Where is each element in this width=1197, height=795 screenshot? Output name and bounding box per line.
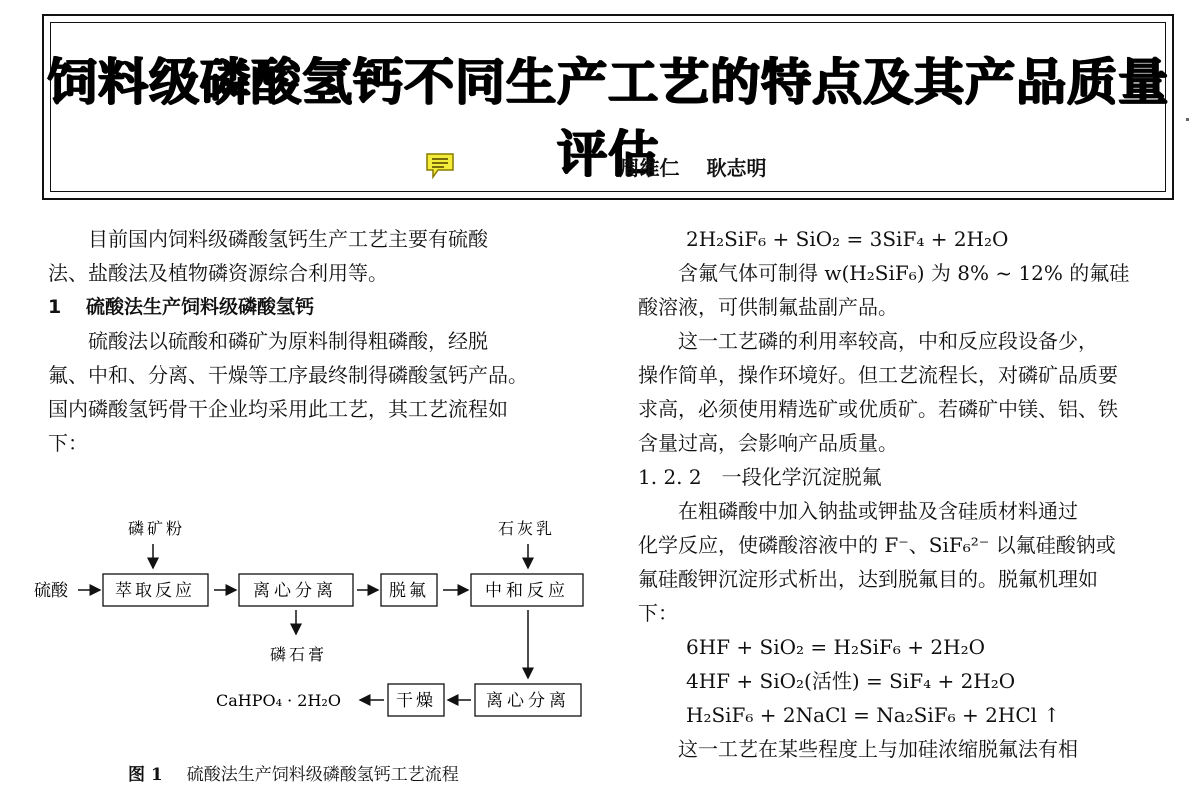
p3-line-3: 氟硅酸钾沉淀形式析出，达到脱氟目的。脱氟机理如 xyxy=(638,567,1098,591)
box-drying-label: 干燥 xyxy=(396,691,436,711)
p1-line-2: 酸溶液，可供制氟盐副产品。 xyxy=(638,295,898,319)
equation-1: 6HF + SiO₂ = H₂SiF₆ + 2H₂O xyxy=(686,635,986,659)
box-centrifuge-1-label: 离心分离 xyxy=(253,581,337,601)
left-column xyxy=(48,222,604,460)
p2-line-3: 求高，必须使用精选矿或优质矿。若磷矿中镁、铝、铁 xyxy=(638,397,1118,421)
para1-line-1: 硫酸法以硫酸和磷矿为原料制得粗磷酸，经脱 xyxy=(88,329,488,353)
p4-line-1: 这一工艺在某些程度上与加硅浓缩脱氟法有相 xyxy=(678,737,1078,761)
scan-dot xyxy=(1186,118,1189,121)
p1-line-1: 含氟气体可制得 w(H₂SiF₆) 为 8% ~ 12% 的氟硅 xyxy=(678,261,1130,285)
right-column xyxy=(638,222,1190,766)
article-title: 饲料级磷酸氢钙不同生产工艺的特点及其产品质量评估 xyxy=(47,53,1169,183)
process-flow-diagram xyxy=(20,510,620,740)
para1-line-3: 国内磷酸氢钙骨干企业均采用此工艺，其工艺流程如 xyxy=(48,397,508,421)
title-frame xyxy=(42,14,1174,200)
intro-line-2: 法、盐酸法及植物磷资源综合利用等。 xyxy=(48,261,388,285)
intro-line-1: 目前国内饲料级磷酸氢钙生产工艺主要有硫酸 xyxy=(88,227,488,251)
byproduct-gypsum: 磷石膏 xyxy=(270,645,328,664)
figure-caption-text: 硫酸法生产饲料级磷酸氢钙工艺流程 xyxy=(186,765,459,785)
final-product: CaHPO₄ · 2H₂O xyxy=(216,691,341,710)
para1-line-2: 氟、中和、分离、干燥等工序最终制得磷酸氢钙产品。 xyxy=(48,363,528,387)
p3-line-4: 下： xyxy=(638,601,678,625)
section-number: 1 xyxy=(48,296,62,318)
equation-0: 2H₂SiF₆ + SiO₂ = 3SiF₄ + 2H₂O xyxy=(686,227,1009,251)
input-sulfuric-acid: 硫酸 xyxy=(34,581,68,601)
equation-3: H₂SiF₆ + 2NaCl = Na₂SiF₆ + 2HCl ↑ xyxy=(686,703,1061,727)
p2-line-4: 含量过高，会影响产品质量。 xyxy=(638,431,898,455)
p2-line-2: 操作简单，操作环境好。但工艺流程长，对磷矿品质要 xyxy=(638,363,1118,387)
box-centrifuge-2-label: 离心分离 xyxy=(486,691,570,711)
subsection-heading: 1. 2. 2 一段化学沉淀脱氟 xyxy=(638,465,882,489)
equation-2: 4HF + SiO₂(活性) = SiF₄ + 2H₂O xyxy=(686,669,1016,693)
figure-caption xyxy=(128,760,459,785)
p2-line-1: 这一工艺磷的利用率较高，中和反应段设备少， xyxy=(678,329,1098,353)
figure-label: 图 1 xyxy=(128,765,163,785)
input-phosphate-rock: 磷矿粉 xyxy=(128,519,186,538)
section-heading xyxy=(48,290,604,324)
section-title: 硫酸法生产饲料级磷酸氢钙 xyxy=(86,296,315,318)
box-extraction-label: 萃取反应 xyxy=(115,581,195,601)
article-authors: 周维仁 耿志明 xyxy=(619,156,767,180)
box-neutralization-label: 中和反应 xyxy=(485,581,569,601)
input-lime-milk: 石灰乳 xyxy=(498,519,556,538)
box-defluorination-label: 脱氟 xyxy=(389,581,429,601)
p3-line-1: 在粗磷酸中加入钠盐或钾盐及含硅质材料通过 xyxy=(678,499,1078,523)
p3-line-2: 化学反应，使磷酸溶液中的 F⁻、SiF₆²⁻ 以氟硅酸钠或 xyxy=(638,533,1116,557)
para1-line-4: 下： xyxy=(48,431,88,455)
